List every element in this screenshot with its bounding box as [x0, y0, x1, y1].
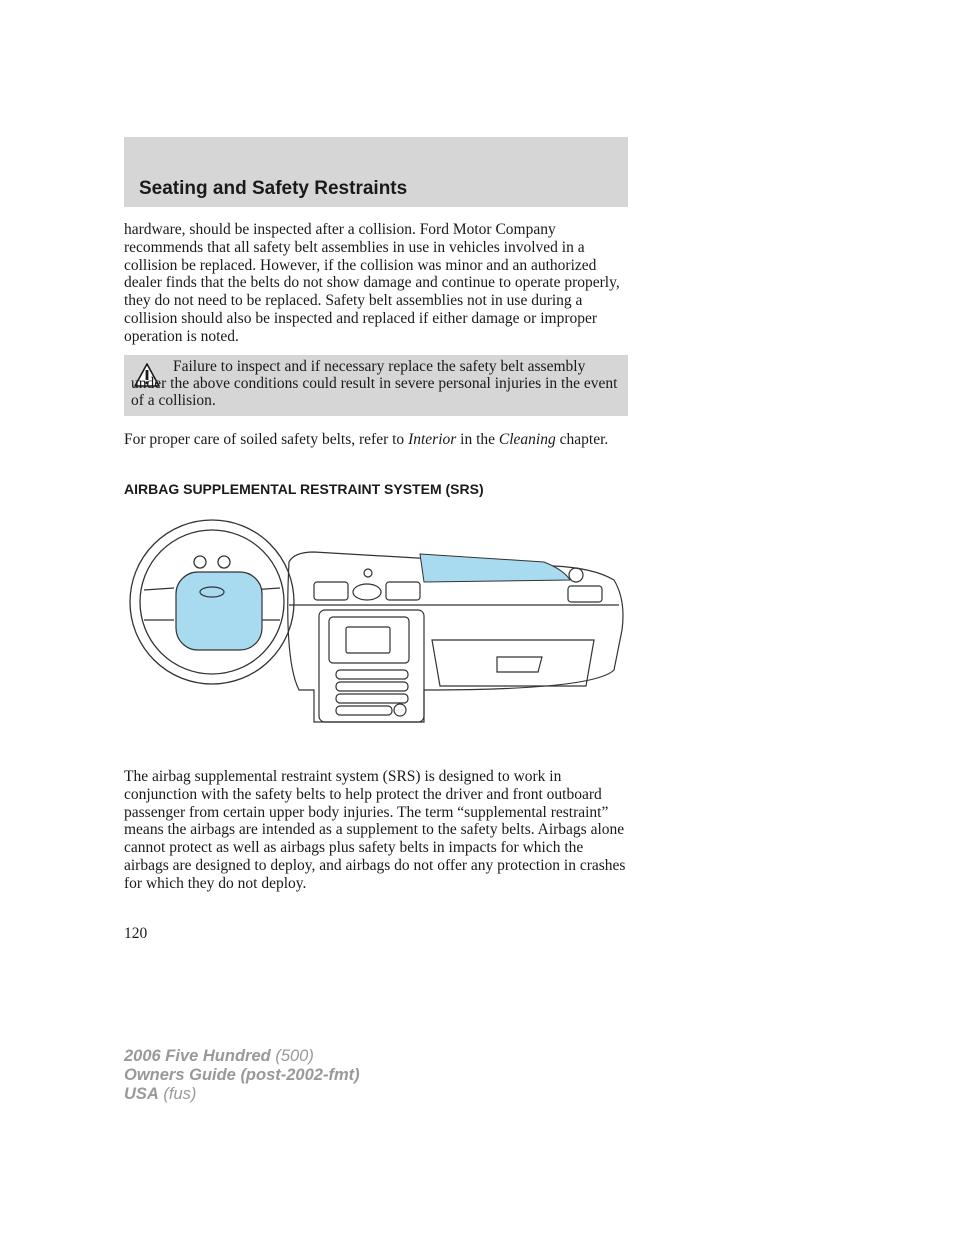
footer-line-1: 2006 Five Hundred (500): [124, 1047, 314, 1065]
warning-text: Failure to inspect and if necessary replace the safety belt assembly under the above conditions could result in severe personal injuries in the event of a collision.: [131, 358, 618, 409]
warning-box: [124, 355, 628, 416]
paragraph-srs: The airbag supplemental restraint system (SRS) is designed to work in conjunction with the safety belts to help protect the driver and front outboard passenger from certain upper body injuries. The term “supplemental restraint” means the airbags are intended as a supplement to the safety belts. Airbags alone cannot protect as well as airbags plus safety belts in impacts for which the airbags are designed to deploy, and airbags do not offer any protection in crashes for which they do not deploy.: [124, 768, 626, 892]
page-number: 120: [124, 925, 148, 942]
passenger-airbag-highlight: [420, 554, 570, 582]
document-footer: [124, 1047, 360, 1104]
cleaning-text-3: chapter.: [555, 431, 609, 448]
driver-airbag-highlight: [176, 572, 262, 650]
page-title: Seating and Safety Restraints: [139, 178, 408, 199]
paragraph-inspection: hardware, should be inspected after a collision. Ford Motor Company recommends that all safety belt assemblies in use in vehicles involved in a collision be replaced. However, if the collision was minor and an authorized dealer finds that the belts do not show damage and continue to operate properly, they do not need to be replaced. Safety belt assemblies not in use during a collision should also be inspected and replaced if either damage or improper operation is noted.: [124, 221, 620, 345]
cleaning-text-1: For proper care of soiled safety belts, refer to: [124, 431, 409, 448]
cleaning-text-2: in the: [456, 431, 499, 448]
dashboard-airbag-illustration: [124, 510, 630, 730]
footer-line-2: Owners Guide (post-2002-fmt): [124, 1066, 360, 1084]
paragraph-cleaning: [124, 431, 628, 449]
footer-line-3: USA (fus): [124, 1085, 197, 1103]
interior-reference: Interior: [408, 431, 457, 448]
section-heading: AIRBAG SUPPLEMENTAL RESTRAINT SYSTEM (SRS): [124, 481, 484, 497]
cleaning-reference: Cleaning: [498, 431, 556, 448]
